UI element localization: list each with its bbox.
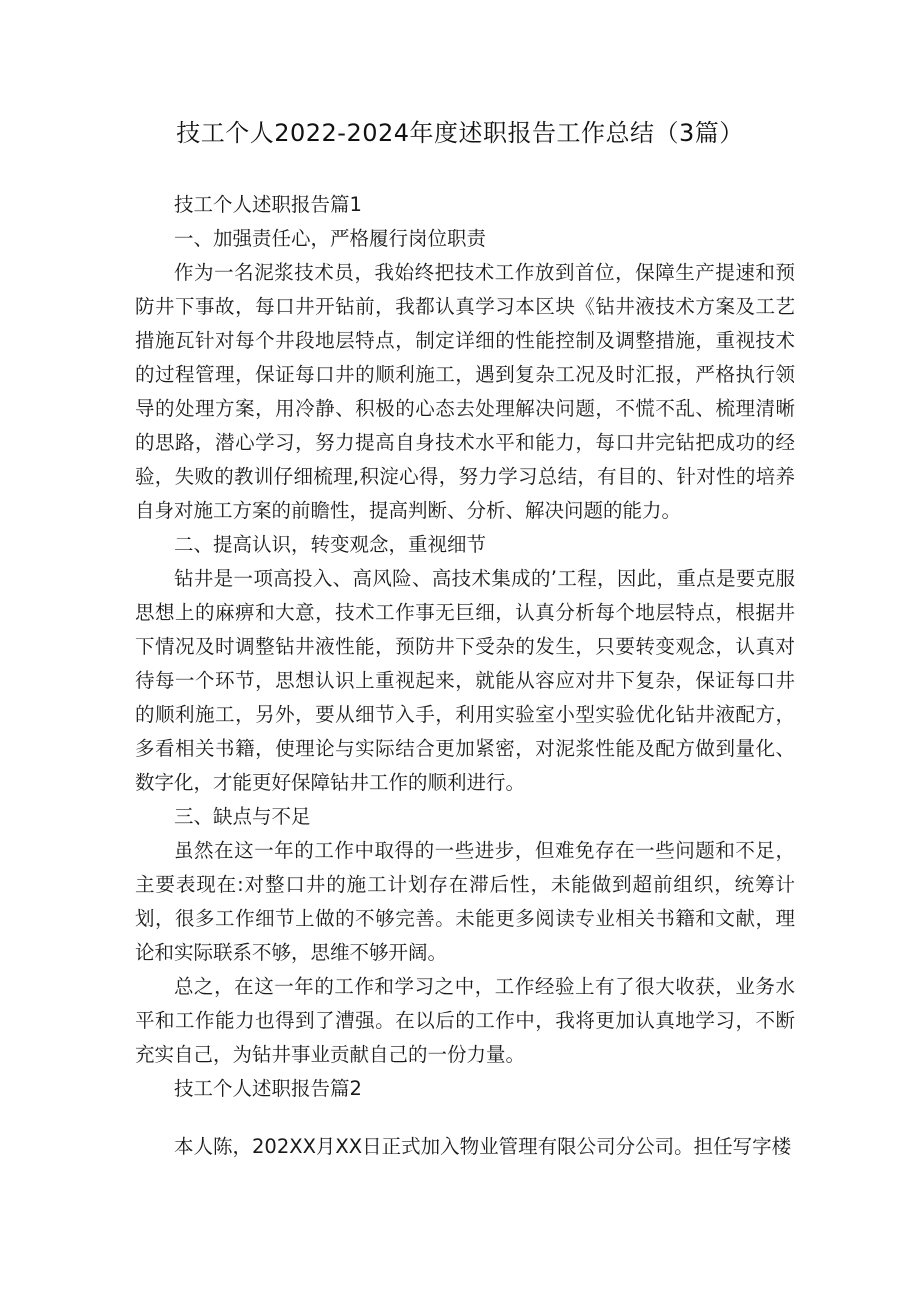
document-title: 技工个人2022-2024年度述职报告工作总结（3篇） — [176, 119, 744, 147]
paragraph-conclusion: 总之，在这一年的工作和学习之中，工作经验上有了很大收获，业务水平和工作能力也得到了漕强。在以后的工作中，我将更加认真地学习，不断充实自己，为钻井事业贡献自己的一份力量。 — [135, 975, 795, 1066]
paragraph-responsibility: 作为一名泥浆技术员，我始终把技术工作放到首位，保障生产提速和预防井下事故，每口井开钻前，我都认真学习本区块《钻井液技术方案及工艺措施瓦针对每个井段地层特点，制定详细的性能控制及调整措施，重视技术的过程管理，保证每口井的顺利施工，遇到复杂工况及时汇报，严格执行领导的处理方案，用冷静、积极的心态去处理解决问题，不慌不乱、梳理清晰的思路，潜心学习，努力提高自身技术水平和能力，每口井完钻把成功的经验，失败的教训仔细梳理,积淀心得，努力学习总结，有目的、针对性的培养自身对施工方案的前瞻性，提高判断、分析、解决问题的能力。 — [135, 261, 795, 522]
document-body — [135, 188, 795, 1164]
paragraph-shortcomings: 虽然在这一年的工作中取得的一些进步，但难免存在一些问题和不足，主要表现在:对整口井的施工计划存在滞后性，未能做到超前组织，统筹计划，很多工作细节上做的不够完善。未能更多阅读专业相关书籍和文献，理论和实际联系不够，思维不够开阔。 — [135, 839, 795, 964]
section-heading-part2: 技工个人述职报告篇2 — [174, 1077, 362, 1100]
subheading-shortcomings: 三、缺点与不足 — [174, 805, 311, 828]
paragraph-part2-intro: 本人陈，202XX月XX日正式加入物业管理有限公司分公司。担任写字楼 — [174, 1135, 792, 1158]
paragraph-awareness: 钻井是一项高投入、高风险、高技术集成的’工程，因此，重点是要克服思想上的麻痹和大意，技术工作事无巨细，认真分析每个地层特点，根据井下情况及时调整钻井液性能，预防井下受杂的发生，只要转变观念，认真对待每一个环节，思想认识上重视起来，就能从容应对井下复杂，保证每口井的顺利施工，另外，要从细节入手，利用实验室小型实验优化钻井液配方，多看相关书籍，使理论与实际结合更加紧密，对泥浆性能及配方做到量化、数字化，才能更好保障钻井工作的顺利进行。 — [135, 567, 795, 794]
subheading-awareness: 二、提高认识，转变观念，重视细节 — [174, 533, 487, 556]
subheading-responsibility: 一、加强责任心，严格履行岗位职责 — [174, 227, 487, 250]
section-heading-part1: 技工个人述职报告篇1 — [174, 193, 362, 216]
